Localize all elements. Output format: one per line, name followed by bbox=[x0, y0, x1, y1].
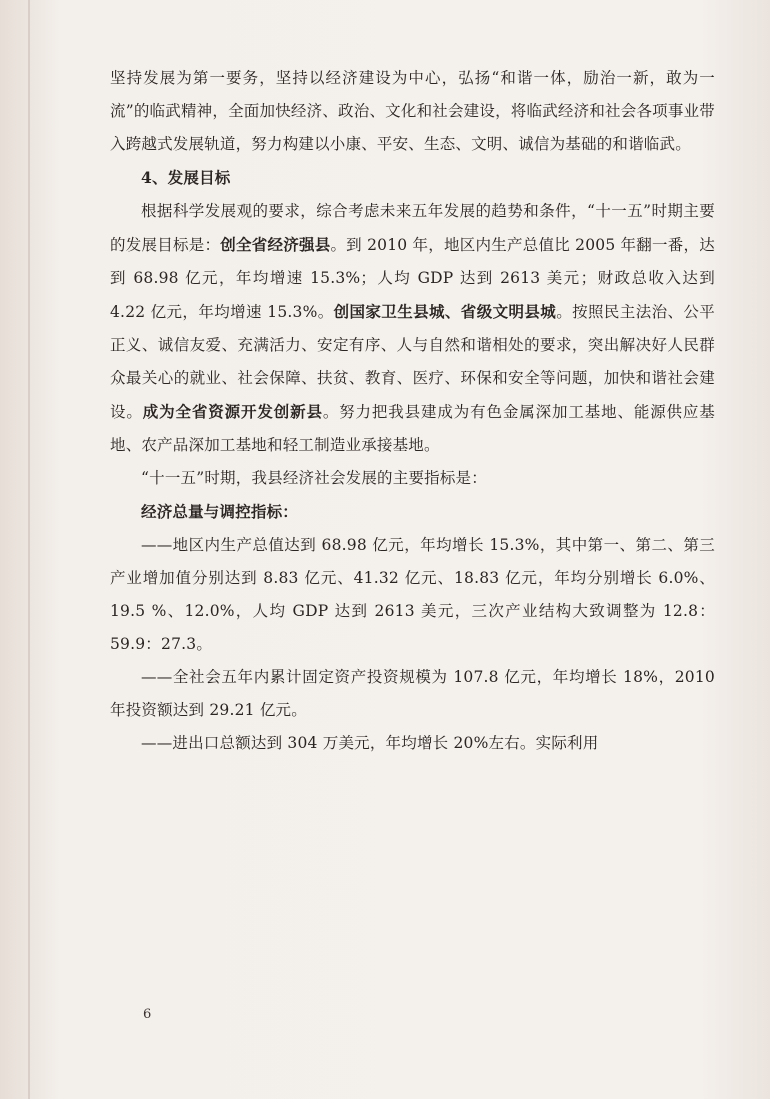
body-paragraph bbox=[110, 195, 715, 462]
page-fold-line bbox=[28, 0, 30, 1099]
section-heading bbox=[110, 161, 715, 195]
bold-text-run: 成为全省资源开发创新县 bbox=[142, 402, 323, 421]
body-paragraph bbox=[110, 529, 715, 661]
text-run: 。到 2010 年，地区内生产总值比 2005 年翻一番，达到 68.98 亿元，年均增速 15.3%；人均 GDP 达到 2613 美元；财政总收入达到 4.22 亿元，年均增速 15.3%。 bbox=[110, 236, 715, 321]
bold-text-run: 创国家卫生县城、省级文明县城 bbox=[333, 302, 557, 321]
text-run: 坚持发展为第一要务，坚持以经济建设为中心，弘扬“和谐一体，励治一新，敢为一流”的临武精神，全面加快经济、政治、文化和社会建设，将临武经济和社会各项事业带入跨越式发展轨道，努力构建以小康、平安、生态、文明、诚信为基础的和谐临武。 bbox=[110, 69, 715, 153]
bold-text-run: 创全省经济强县 bbox=[220, 235, 331, 254]
text-run: ——地区内生产总值达到 68.98 亿元，年均增长 15.3%，其中第一、第二、第三产业增加值分别达到 8.83 亿元、41.32 亿元、18.83 亿元，年均分别增长 6.0%、19.5 %、12.0%，人均 GDP 达到 2613 美元，三次产业结构大致调整为 12.8：59.9：27.3。 bbox=[110, 536, 715, 653]
body-paragraph bbox=[110, 462, 715, 495]
page-number: 6 bbox=[143, 1007, 152, 1022]
section-heading bbox=[110, 495, 715, 529]
text-run: ——全社会五年内累计固定资产投资规模为 107.8 亿元，年均增长 18%，2010 年投资额达到 29.21 亿元。 bbox=[110, 668, 715, 719]
text-run: 根据科学发展观的要求，综合考虑未来五年发展的趋势和条件，“十一五”时期主要的发展目标是： bbox=[110, 202, 715, 254]
bold-text-run: 经济总量与调控指标： bbox=[141, 502, 299, 521]
text-run: ——进出口总额达到 304 万美元，年均增长 20%左右。实际利用 bbox=[141, 734, 599, 752]
body-paragraph bbox=[110, 661, 715, 727]
body-paragraph bbox=[110, 62, 715, 161]
document-body bbox=[110, 62, 715, 760]
text-run: “十一五”时期，我县经济社会发展的主要指标是： bbox=[141, 469, 487, 487]
text-run: 。努力把我县建成为有色金属深加工基地、能源供应基地、农产品深加工基地和轻工制造业承接基地。 bbox=[110, 403, 715, 454]
body-paragraph bbox=[110, 727, 715, 760]
text-run: 。按照民主法治、公平正义、诚信友爱、充满活力、安定有序、人与自然和谐相处的要求，突出解决好人民群众最关心的就业、社会保障、扶贫、教育、医疗、环保和安全等问题，加快和谐社会建设。 bbox=[110, 303, 715, 421]
bold-text-run: 4、发展目标 bbox=[141, 168, 231, 187]
